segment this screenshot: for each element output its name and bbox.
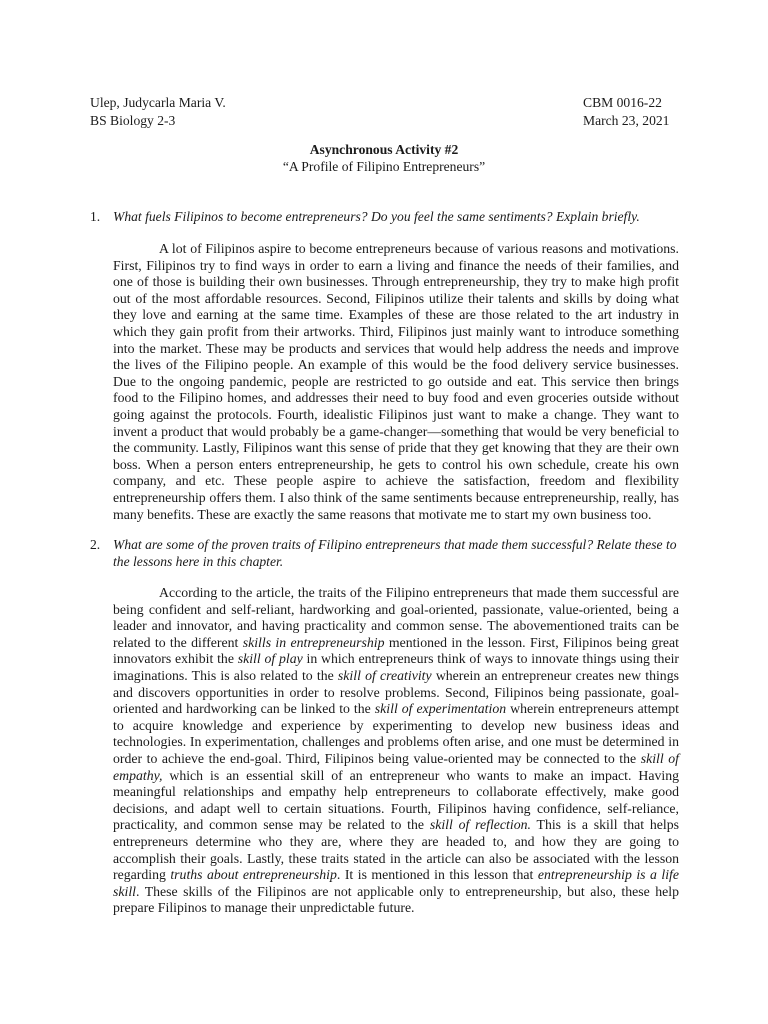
answer-1: A lot of Filipinos aspire to become entrepreneurs because of various reasons and motivations. First, Filipinos try to find ways in order to earn a living and finance the needs of their families, and one of those is building their own businesses. Through entrepreneurship, they try to make high profit out of the most affordable resources. Second, Filipinos utilize their talents and skills by doing what they love and earning at the same time. Examples of these are those related to the art industry in which they gain profit from their artworks. Third, Filipinos just mainly want to introduce something into the market. These may be products and services that would help address the needs and improve the lives of the Filipino people. An example of this would be the food delivery service businesses. Due to the ongoing pandemic, people are restricted to go outside and eat. This service then brings food to the Filipino homes, and addresses their need to buy food and even groceries outside without going against the protocols. Fourth, idealistic Filipinos just want to make a change. They want to invent a product that would probably be a game-changer—something that would be very beneficial to the community. Lastly, Filipinos want this sense of pride that they get knowing that they are their own boss. When a person enters entrepreneurship, he gets to control his own schedule, create his own company, and etc. These people aspire to achieve the satisfaction, freedom and flexibility entrepreneurship offers them. I also think of the same sentiments because entrepreneurship, really, has many benefits. These are exactly the same reasons that motivate me to start my own business too. xyxy=(113,241,679,522)
emphasis-truths-about-entrepreneurship: truths about entrepreneurship xyxy=(170,867,337,883)
activity-title: Asynchronous Activity #2 xyxy=(309,142,459,157)
answer-2-text: wherein an entrepreneur creates new things and discovers opportunities in order to resolve problems. Second, Filipinos being passionate, goal-oriented and hardworking can be linked to the xyxy=(113,667,679,717)
question-number: 1. xyxy=(90,209,101,224)
student-name: Ulep, Judycarla Maria V. xyxy=(90,95,226,110)
student-program: BS Biology 2-3 xyxy=(90,113,176,128)
answer-2-text: This is a skill that helps entrepreneurs determine who they are, where they are headed to, and how they are going to accomplish their goals. Lastly, these traits stated in the article can also be associated with the lesson regarding xyxy=(113,817,679,883)
emphasis-skill-of-reflection: skill of reflection. xyxy=(429,817,531,833)
question-2 xyxy=(90,536,682,570)
answer-2-text: According to the article, the traits of the Filipino entrepreneurs that made them successful are being confident and self-reliant, hardworking and goal-oriented, passionate, value-oriented, being a leader and innovator, and having practicality and common sense. The abovementioned traits can be related to the different xyxy=(113,585,679,650)
answer-2 xyxy=(113,585,679,917)
document-title xyxy=(0,141,768,175)
answer-2-text: . It is mentioned in this lesson that xyxy=(336,867,538,883)
answer-2-text: . These skills of the Filipinos are not applicable only to entrepreneurship, but also, these help prepare Filipinos to manage their unpredictable future. xyxy=(113,883,679,916)
emphasis-skill-of-creativity: skill of creativity xyxy=(337,667,432,683)
course-info xyxy=(583,94,669,130)
emphasis-skill-of-experimentation: skill of experimentation xyxy=(374,701,507,717)
question-1 xyxy=(90,208,682,225)
emphasis-skills-in-entrepreneurship: skills in entrepreneurship xyxy=(242,634,385,650)
emphasis-skill-of-play: skill of play xyxy=(237,651,303,667)
submission-date: March 23, 2021 xyxy=(583,113,670,128)
answer-2-text: in which entrepreneurs think of ways to innovate things using their imaginations. This is also related to the xyxy=(113,651,679,683)
answer-2-text: mentioned in the lesson. First, Filipinos being great innovators exhibit the xyxy=(113,634,679,667)
answer-2-text: wherein entrepreneurs attempt to acquire knowledge and experience by experimenting to develop new business ideas and technologies. In experimentation, challenges and problems often arise, and one must be determined in order to achieve the end-goal. Third, Filipinos being value-oriented may be connected to the xyxy=(113,701,679,766)
activity-subtitle: “A Profile of Filipino Entrepreneurs” xyxy=(282,159,486,174)
answer-2-text: which is an essential skill of an entrepreneur who wants to make an impact. Having meaningful relationships and empathy help entrepreneurs to collaborate effectively, make good decisions, and adapt well to certain situations. Fourth, Filipinos having confidence, self-reliance, practicality, and common sense may be related to the xyxy=(113,767,679,833)
course-code: CBM 0016-22 xyxy=(583,95,662,110)
question-text: What fuels Filipinos to become entrepreneurs? Do you feel the same sentiments? Explain briefly. xyxy=(113,209,640,224)
emphasis-life-skill: entrepreneurship is a life skill xyxy=(113,867,679,899)
student-info xyxy=(90,94,226,130)
question-number: 2. xyxy=(90,537,101,552)
question-text: What are some of the proven traits of Filipino entrepreneurs that made them successful? Relate these to the lessons here in this chapter. xyxy=(113,537,677,569)
emphasis-skill-of-empathy: skill of empathy, xyxy=(113,750,679,783)
